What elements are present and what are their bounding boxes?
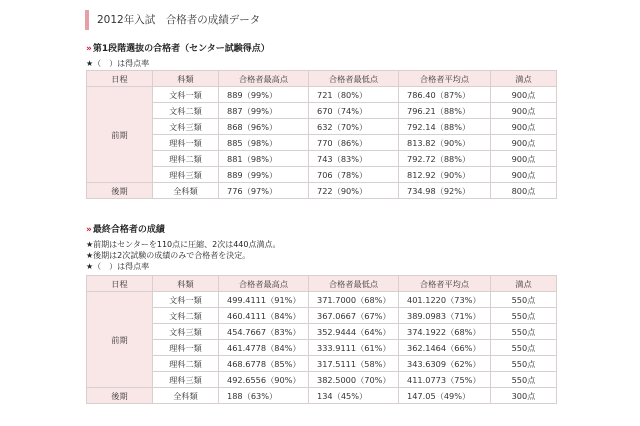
score-cell: 734.98（92%） [399,183,491,199]
table-row [87,372,557,388]
full-score-cell: 900点 [491,135,557,151]
score-cell: 147.05（49%） [399,388,491,404]
score-cell: 468.6778（85%） [219,356,309,372]
page-title: 2012年入試 合格者の成績データ [85,10,555,30]
column-header: 満点 [491,71,557,87]
score-cell: 333.9111（61%） [309,340,399,356]
category-cell: 全科類 [153,388,219,404]
section2-heading-text: 最終合格者の成績 [92,225,165,235]
column-header: 科類 [153,71,219,87]
full-score-cell: 900点 [491,103,557,119]
score-cell: 374.1922（68%） [399,324,491,340]
table-row [87,151,557,167]
score-cell: 812.92（90%） [399,167,491,183]
score-cell: 813.82（90%） [399,135,491,151]
score-cell: 868（96%） [219,119,309,135]
section2-note-latter: ★後期は2次試験の成績のみで合格者を決定。 [86,251,251,260]
full-score-cell: 300点 [491,388,557,404]
score-cell: 792.72（88%） [399,151,491,167]
table-row [87,340,557,356]
category-cell: 全科類 [153,183,219,199]
score-cell: 770（86%） [309,135,399,151]
score-cell: 722（90%） [309,183,399,199]
category-cell: 理科一類 [153,340,219,356]
section1-score-table [86,70,557,199]
score-cell: 743（83%） [309,151,399,167]
score-cell: 454.7667（83%） [219,324,309,340]
score-cell: 721（80%） [309,87,399,103]
score-cell: 411.0773（75%） [399,372,491,388]
table-row [87,308,557,324]
period-cell: 後期 [87,388,153,404]
score-cell: 786.40（87%） [399,87,491,103]
section1-heading-text: 第1段階選抜の合格者（センター試験得点） [92,44,270,54]
table-row [87,324,557,340]
score-cell: 134（45%） [309,388,399,404]
column-header: 満点 [491,276,557,292]
table-row [87,356,557,372]
score-cell: 460.4111（84%） [219,308,309,324]
column-header: 合格者最低点 [309,71,399,87]
table-row [87,183,557,199]
full-score-cell: 550点 [491,356,557,372]
full-score-cell: 800点 [491,183,557,199]
section2-score-table [86,275,557,404]
section1-note-rate: ★（ ）は得点率 [86,59,150,68]
score-cell: 343.6309（62%） [399,356,491,372]
table-row [87,167,557,183]
section2-heading [86,224,165,236]
score-cell: 670（74%） [309,103,399,119]
section2-note-center: ★前期はセンターを110点に圧縮、2次は440点満点。 [86,240,281,249]
full-score-cell: 550点 [491,340,557,356]
column-header: 日程 [87,276,153,292]
table-row [87,135,557,151]
table-row [87,119,557,135]
score-cell: 889（99%） [219,87,309,103]
full-score-cell: 900点 [491,119,557,135]
section2-note-rate: ★（ ）は得点率 [86,262,150,271]
score-cell: 317.5111（58%） [309,356,399,372]
double-chevron-icon: » [86,44,90,54]
column-header: 合格者最高点 [219,276,309,292]
category-cell: 文科三類 [153,324,219,340]
score-cell: 188（63%） [219,388,309,404]
period-cell: 後期 [87,183,153,199]
full-score-cell: 550点 [491,324,557,340]
score-cell: 492.6556（90%） [219,372,309,388]
column-header: 合格者平均点 [399,71,491,87]
category-cell: 文科二類 [153,308,219,324]
column-header: 合格者最低点 [309,276,399,292]
category-cell: 文科一類 [153,87,219,103]
score-cell: 776（97%） [219,183,309,199]
category-cell: 文科三類 [153,119,219,135]
score-cell: 382.5000（70%） [309,372,399,388]
column-header: 合格者最高点 [219,71,309,87]
category-cell: 理科二類 [153,356,219,372]
category-cell: 理科二類 [153,151,219,167]
score-cell: 881（98%） [219,151,309,167]
full-score-cell: 900点 [491,167,557,183]
score-cell: 352.9444（64%） [309,324,399,340]
score-cell: 499.4111（91%） [219,292,309,308]
table-row [87,388,557,404]
category-cell: 理科三類 [153,167,219,183]
score-cell: 889（99%） [219,167,309,183]
score-cell: 389.0983（71%） [399,308,491,324]
score-cell: 885（98%） [219,135,309,151]
score-cell: 371.7000（68%） [309,292,399,308]
category-cell: 文科二類 [153,103,219,119]
score-cell: 887（99%） [219,103,309,119]
score-cell: 632（70%） [309,119,399,135]
section1-heading [86,43,270,55]
table-row [87,87,557,103]
column-header: 日程 [87,71,153,87]
column-header: 合格者平均点 [399,276,491,292]
column-header: 科類 [153,276,219,292]
score-cell: 461.4778（84%） [219,340,309,356]
full-score-cell: 550点 [491,292,557,308]
category-cell: 理科三類 [153,372,219,388]
period-cell: 前期 [87,87,153,183]
double-chevron-icon: » [86,225,90,235]
score-cell: 362.1464（66%） [399,340,491,356]
period-cell: 前期 [87,292,153,388]
score-cell: 792.14（88%） [399,119,491,135]
table-row [87,103,557,119]
score-cell: 796.21（88%） [399,103,491,119]
category-cell: 理科一類 [153,135,219,151]
full-score-cell: 900点 [491,151,557,167]
score-cell: 706（78%） [309,167,399,183]
full-score-cell: 550点 [491,308,557,324]
table-header-row [87,71,557,87]
full-score-cell: 550点 [491,372,557,388]
score-cell: 367.0667（67%） [309,308,399,324]
score-cell: 401.1220（73%） [399,292,491,308]
table-header-row [87,276,557,292]
table-row [87,292,557,308]
full-score-cell: 900点 [491,87,557,103]
category-cell: 文科一類 [153,292,219,308]
